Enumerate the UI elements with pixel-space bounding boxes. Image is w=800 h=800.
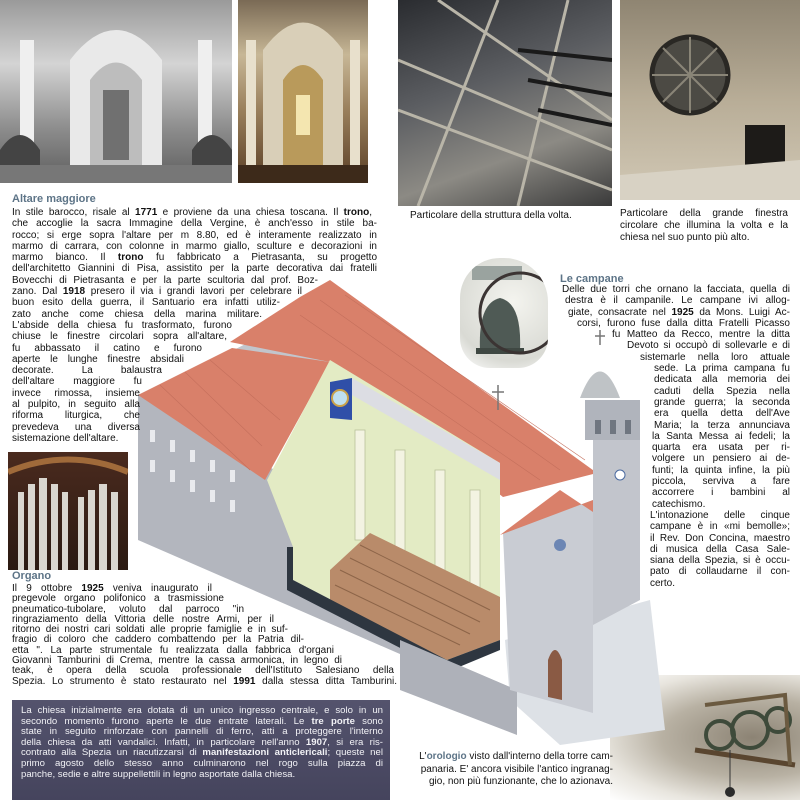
text-segment: dedicata alla memoria dei: [654, 374, 790, 386]
text-segment: L'abside della chiesa fu trasformato, furono: [12, 319, 232, 331]
text-segment: fu fabbricato a Pietrasanta, su progetto: [143, 252, 378, 264]
text-segment: Delle due torri che ornano la facciata, quella di: [562, 284, 790, 295]
text-segment: piccola, serviva a fare: [652, 476, 790, 488]
text-segment: ,: [369, 207, 372, 218]
text-line: [562, 284, 790, 295]
text-segment: zato anche come chiesa della marina militare.: [12, 308, 262, 320]
text-segment: Il 9 ottobre: [12, 583, 82, 594]
text-line: [12, 655, 342, 665]
bold-term: manifestazioni anticlericali: [202, 747, 328, 759]
text-line: [652, 442, 790, 453]
text-line: [652, 453, 790, 464]
text-segment: il Rev. Don Concina, maestro: [650, 532, 790, 544]
caption-finestra: [620, 208, 788, 244]
campane-title: Le campane: [560, 273, 624, 285]
text-segment: e proviene da una chiesa toscana. Il: [157, 207, 344, 218]
caption-orologio-text: gio, non più funzionante, che lo azionava.: [428, 776, 613, 787]
text-segment: panche, sedie e altre suppellettili in legno asportate dalla chiesa.: [21, 768, 296, 780]
text-line: [12, 263, 377, 274]
text-line: [650, 510, 790, 521]
text-segment: dell'architetto Giannini di Pisa, assistito per la parte decorativa dai fratelli: [12, 263, 377, 275]
text-line: [12, 676, 397, 686]
bold-term: 1925: [671, 306, 694, 318]
caption-orologio-text: visto dall'interno della torre cam-: [466, 751, 613, 762]
text-line: [12, 241, 377, 252]
facade-door: [548, 650, 562, 700]
text-line: [650, 555, 790, 566]
text-segment: contrato alla Spezia un riacutizzarsi di: [21, 747, 203, 759]
text-segment: dell'altare maggiore fu: [12, 376, 142, 388]
text-line: [12, 207, 372, 218]
text-line: [612, 329, 790, 340]
text-line: [12, 252, 377, 263]
text-line: [650, 578, 790, 589]
text-line: [12, 665, 394, 675]
text-segment: funti; la quinta infine, la più: [652, 464, 790, 476]
text-segment: destra è il campanile. Le campane ivi allog-: [565, 295, 790, 307]
bold-term: trono: [343, 207, 370, 218]
text-line: [12, 593, 224, 603]
text-line: [640, 352, 790, 363]
porte-info-box: [12, 700, 390, 800]
text-line: [652, 487, 790, 498]
text-segment: sono: [354, 715, 383, 727]
caption-volta: Particolare della struttura della volta.: [410, 210, 572, 221]
text-segment: ringraziamento della Vittoria delle nostre Armi, per il: [12, 613, 274, 625]
text-segment: presero il via i grandi lavori per celebrare il: [85, 286, 302, 298]
text-line: [654, 363, 790, 374]
text-line: [654, 397, 790, 408]
text-line: [652, 431, 790, 442]
text-segment: chiuse le finestre circolari sopra all'altare,: [12, 331, 227, 343]
text-segment: decorate. La balaustra: [12, 365, 162, 377]
text-segment: ritorno dei nostri cari soldati alle proprie famiglie e in suf-: [12, 624, 288, 636]
text-segment: giate, consacrate nel: [568, 306, 672, 318]
text-segment: marmo bianco. Il: [12, 252, 118, 264]
text-segment: fu Matteo da Recco, mentre la ditta: [612, 329, 790, 341]
text-segment: volgere un pensiero ai de-: [652, 453, 790, 465]
text-segment: siana della Spezia, si è occu-: [650, 555, 790, 567]
text-segment: primo agosto dello stesso anno culminarono nel rogo sulla piazza di: [21, 757, 383, 769]
text-segment: campane è in «mi bemolle»;: [650, 521, 790, 533]
text-segment: certo.: [650, 577, 676, 589]
text-segment: veniva inaugurato il: [103, 583, 212, 594]
text-segment: Bovecchi di Pietrasanta e per la parte scultoria dal prof. Boz-: [12, 274, 318, 286]
text-segment: Maria; la terza annunciava: [654, 419, 790, 431]
text-segment: della chiesa da atti vandalici. Infatti, in particolare nell'anno: [21, 736, 306, 748]
bold-term: 1991: [233, 675, 256, 687]
text-line: [654, 420, 790, 431]
text-segment: La chiesa inizialmente era dotata di un unico ingresso centrale, e solo in un: [21, 705, 383, 716]
text-segment: pneumatico-tubolare, voluto dal parroco "in: [12, 603, 244, 615]
organo-title: Organo: [12, 570, 52, 582]
bold-term: 1925: [81, 583, 104, 594]
text-segment: pato di collaudarne il con-: [650, 566, 790, 578]
organo-text: [12, 583, 397, 686]
campane-text: [0, 284, 790, 589]
text-segment: sistemarle nella loro attuale: [640, 351, 790, 363]
text-segment: dalla stessa ditta Tamburini.: [255, 675, 398, 687]
text-segment: zano. Dal: [12, 286, 63, 298]
text-segment: catechismo.: [652, 498, 706, 510]
text-line: [21, 770, 351, 781]
text-segment: In stile barocco, risale al: [12, 207, 136, 218]
text-segment: caduti della Spezia nella: [654, 385, 790, 397]
text-line: [12, 645, 334, 655]
text-line: [654, 386, 790, 397]
text-segment: Giovanni Tamburini di Crema, mentre la cassa armonica, in legno di: [12, 655, 342, 667]
caption-finestra-line: circolare che illumina la volta e la: [620, 220, 788, 231]
bold-term: 1907: [305, 736, 328, 748]
text-line: [577, 318, 790, 329]
text-line: [568, 307, 790, 318]
text-segment: marmo di carrara, con colonne in marmo giallo, sculture e decorazioni in: [12, 240, 377, 252]
text-line: [12, 604, 244, 614]
text-segment: sede. La prima campana fu: [654, 363, 790, 375]
text-segment: fragio di coloro che caddero combattendo per la Patria dil-: [12, 634, 304, 646]
caption-orologio: [395, 751, 613, 789]
text-segment: etta ". La parte strumentale fu realizzata dalla fabbrica d'organi: [12, 644, 334, 656]
text-segment: , si era ris-: [327, 736, 384, 748]
text-line: [627, 340, 790, 351]
text-line: [565, 295, 790, 306]
caption-finestra-line: Particolare della grande finestra: [620, 208, 788, 219]
text-segment: sistemazione dell'altare.: [12, 432, 119, 444]
caption-orologio-prefix: L': [419, 751, 427, 762]
text-segment: corsi, furono fuse dalla ditta Fratelli Picasso: [577, 317, 790, 329]
text-segment: aperte le lunghe finestre absidali: [12, 353, 184, 365]
text-line: [12, 624, 288, 634]
text-segment: era quella detta dell'Ave: [654, 408, 790, 420]
bold-term: 1918: [62, 286, 86, 298]
text-segment: riforma liturgica, che: [12, 410, 140, 422]
text-segment: da Mons. Luigi Ac-: [693, 306, 791, 318]
text-segment: che accoglie la sacra Immagine della Vergine, è anch'esso in stile ba-: [12, 218, 377, 230]
text-segment: L'intonazione delle cinque: [650, 509, 790, 521]
caption-finestra-line: chiesa nel suo punto più alto.: [620, 232, 750, 243]
text-segment: Devoto si occupò di sollevarle e di: [627, 340, 790, 352]
text-line: [650, 566, 790, 577]
porte-text: [21, 706, 383, 780]
text-segment: rocco; si erge sopra l'altare per m 8.80, ed è interamente realizzato in: [12, 229, 377, 241]
text-segment: teak, è opera della scuola professionale dell'Istituto Salesiano della: [12, 665, 394, 677]
altare-title: Altare maggiore: [12, 193, 96, 205]
text-line: [12, 614, 274, 624]
text-segment: secondo momento furono aperte le due entrate laterali. Le: [21, 715, 312, 727]
text-line: [654, 374, 790, 385]
text-segment: quarta era usata per ri-: [652, 442, 790, 454]
text-segment: Spezia. Lo strumento è stato restaurato nel: [12, 675, 234, 687]
text-line: [650, 533, 790, 544]
text-segment: fu abbassato il catino e furono: [12, 342, 202, 354]
text-segment: invece rimossa, insieme: [12, 387, 140, 399]
caption-orologio-highlight: orologio: [426, 751, 467, 762]
text-segment: pregevole organo polifonico a trasmissione: [12, 593, 224, 605]
text-line: [652, 476, 790, 487]
bold-term: tre porte: [311, 715, 355, 727]
text-segment: grande guerra; la seconda: [654, 396, 790, 408]
text-line: [12, 634, 304, 644]
text-segment: buon esito della guerra, il Santuario era infatti utiliz-: [12, 297, 280, 309]
text-segment: state in seguito rinforzate con pannelli di ferro, atti a proteggere l'interno: [21, 726, 383, 738]
text-line: [650, 521, 790, 532]
text-line: [12, 218, 377, 229]
text-line: [650, 544, 790, 555]
text-segment: al pulpito, in seguito alla: [12, 399, 140, 411]
text-segment: ; queste nel: [327, 747, 383, 759]
bold-term: trono: [117, 252, 144, 264]
text-line: [652, 465, 790, 476]
caption-orologio-text: panaria. E' ancora visibile l'antico ingranag-: [420, 763, 613, 775]
text-segment: accorrere i bambini al: [652, 487, 790, 499]
text-segment: di musica della Casa Sale-: [650, 543, 790, 555]
bold-term: 1771: [135, 207, 158, 218]
text-segment: prevedeva una diversa: [12, 421, 140, 433]
text-line: [654, 408, 790, 419]
text-line: [652, 499, 790, 510]
text-line: [12, 230, 377, 241]
text-segment: la Santa Messa ai fedeli; la: [652, 430, 790, 442]
